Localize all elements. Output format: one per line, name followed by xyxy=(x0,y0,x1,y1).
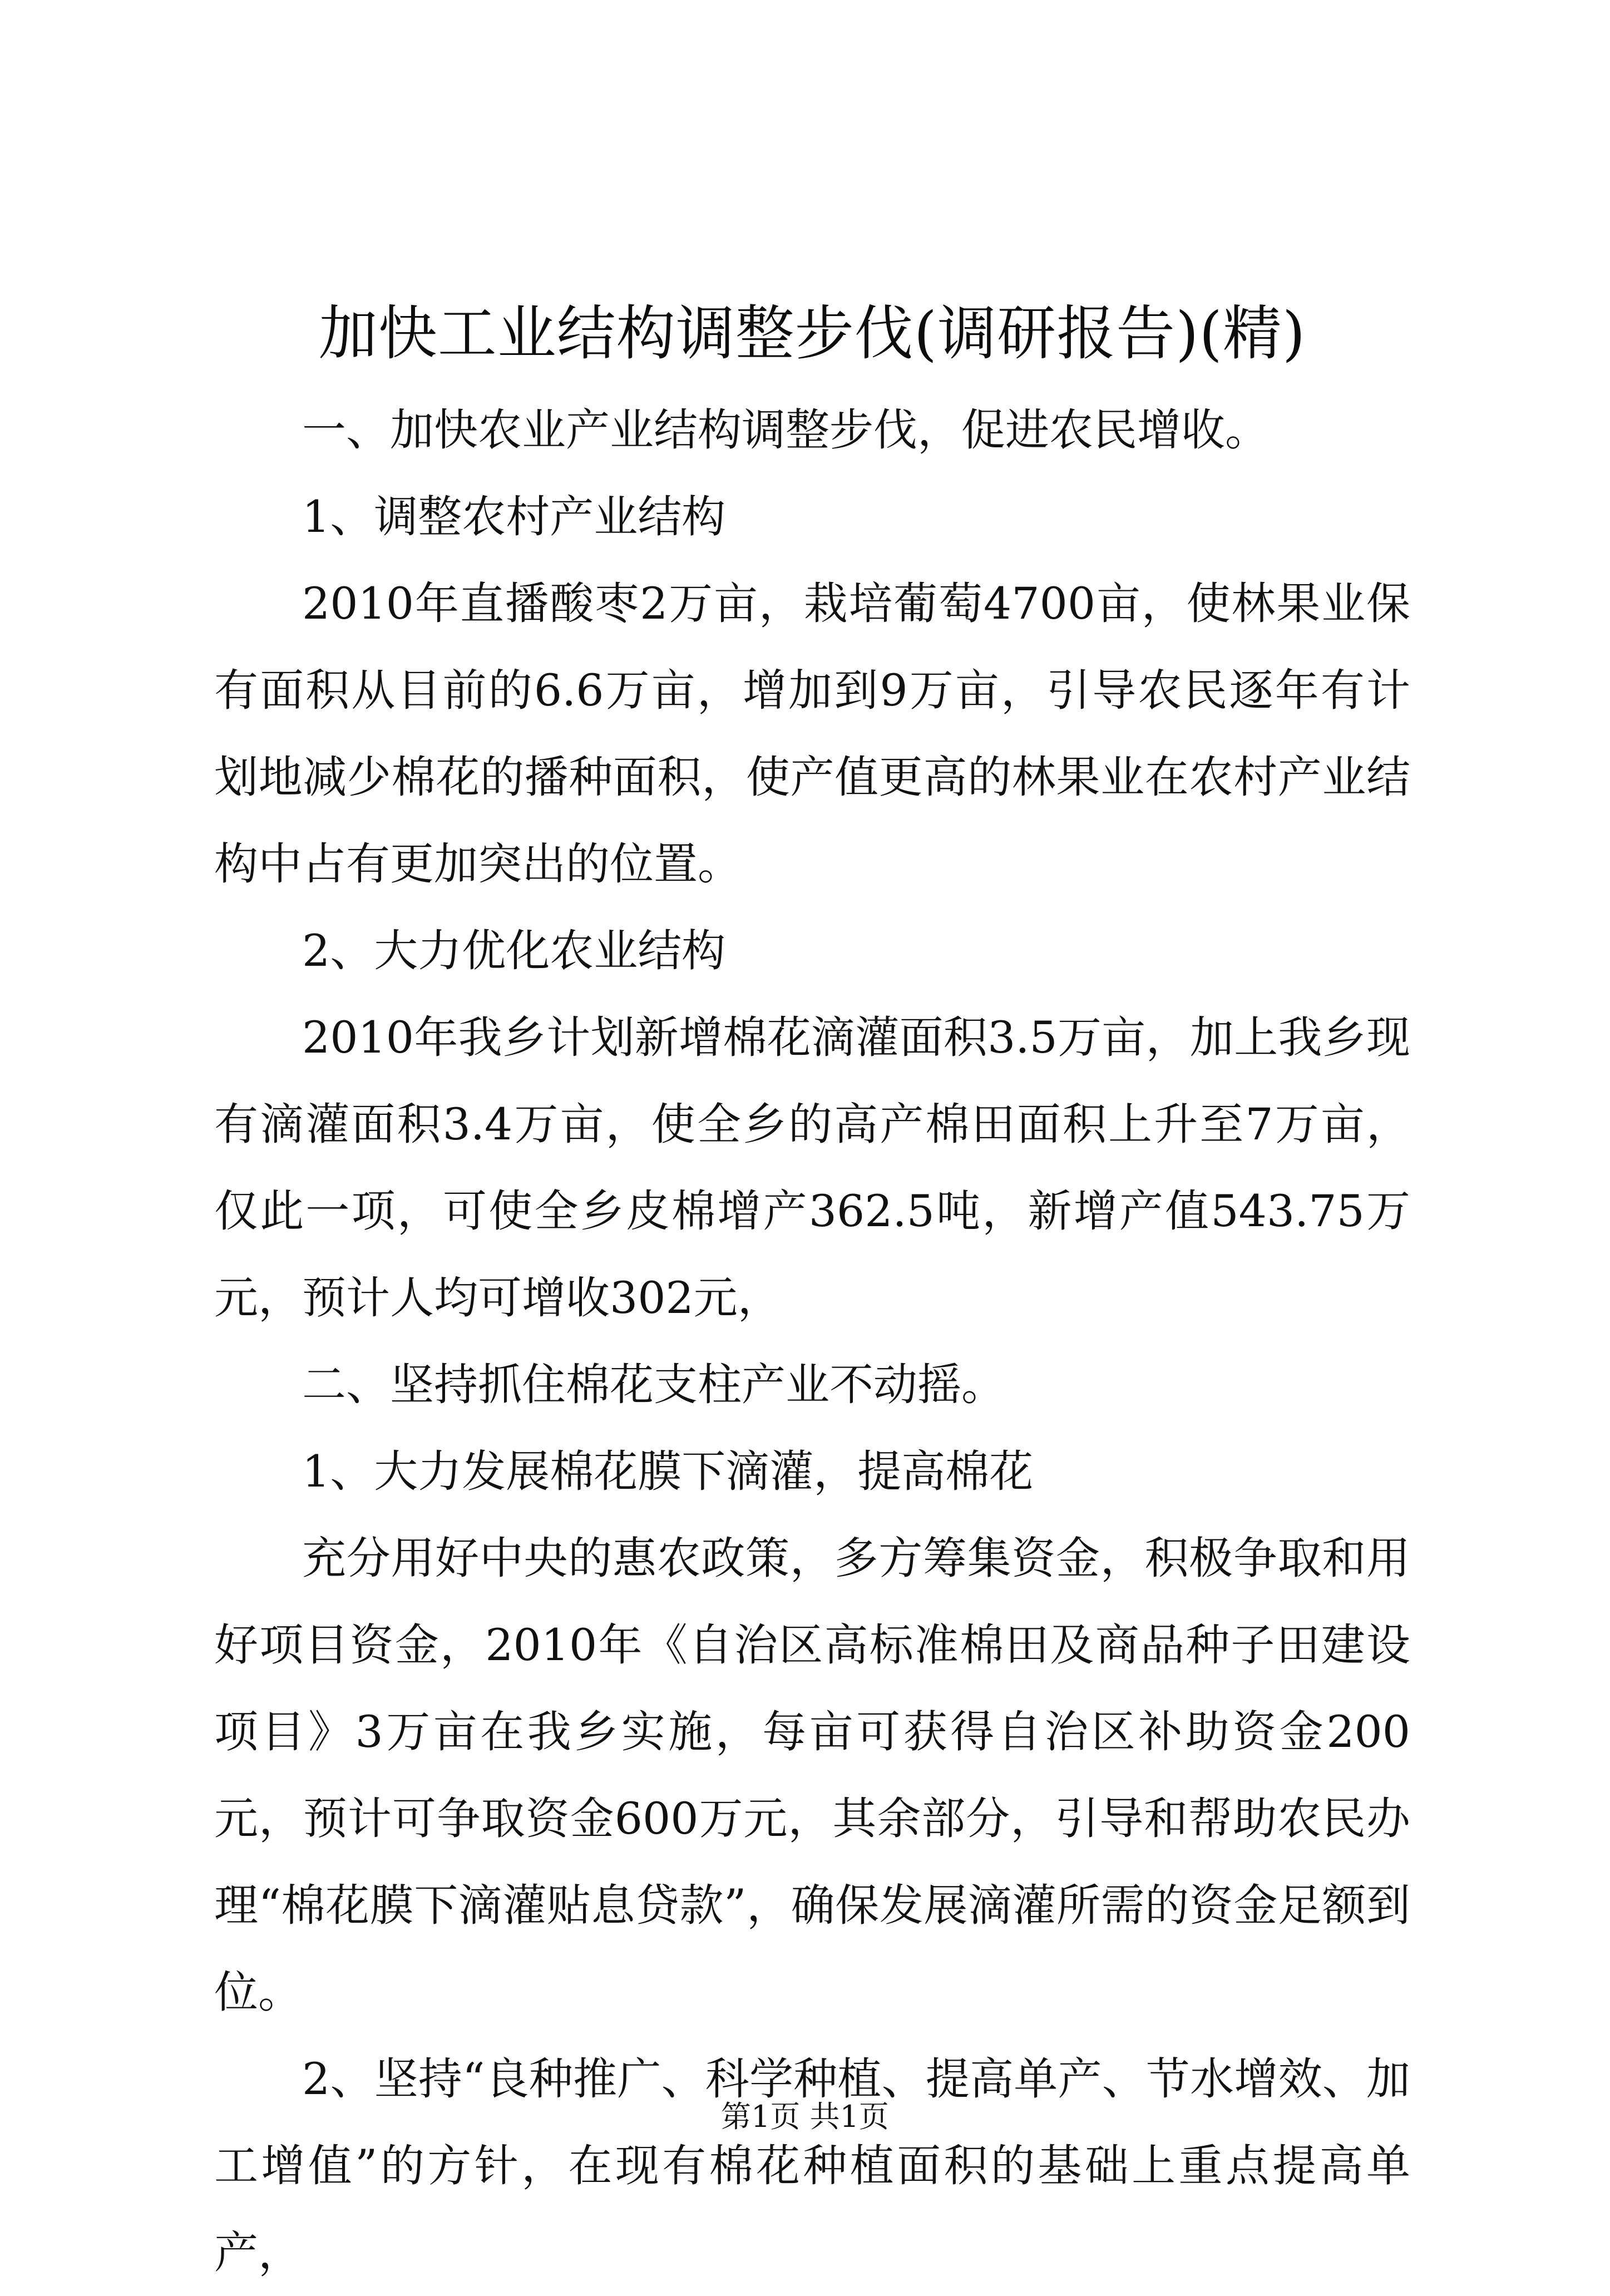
subheading-1-1: 1、调整农村产业结构 xyxy=(302,491,726,542)
section-heading-2: 二、坚持抓住棉花支柱产业不动摇。 xyxy=(302,1359,1005,1410)
document-body xyxy=(214,287,1410,2296)
page-number-footer: 第1页 共1页 xyxy=(721,2099,889,2134)
document-title: 加快工业结构调整步伐(调研报告)(精) xyxy=(318,299,1306,368)
body-paragraph: 充分用好中央的惠农政策，多方筹集资金，积极争取和用好项目资金，2010年《自治区高标准棉田及商品种子田建设项目》3万亩在我乡实施，每亩可获得自治区补助资金200元，预计可争取资金600万元，其余部分，引导和帮助农民办理“棉花膜下滴灌贴息贷款”，确保发展滴灌所需的资金足额到位。 xyxy=(214,1533,1410,2018)
subheading-2-1: 1、大力发展棉花膜下滴灌，提高棉花 xyxy=(302,1446,1034,1497)
body-paragraph: 2010年我乡计划新增棉花滴灌面积3.5万亩，加上我乡现有滴灌面积3.4万亩，使全乡的高产棉田面积上升至7万亩，仅此一项，可使全乡皮棉增产362.5吨，新增产值543.75万元，预计人均可增收302元， xyxy=(214,1012,1410,1324)
body-paragraph: 2、坚持“良种推广、科学种植、提高单产、节水增效、加工增值”的方针，在现有棉花种植面积的基础上重点提高单产， xyxy=(214,2053,1410,2278)
subheading-1-2: 2、大力优化农业结构 xyxy=(302,925,726,976)
section-heading-1: 一、加快农业产业结构调整步伐，促进农民增收。 xyxy=(302,404,1269,456)
body-paragraph: 2010年直播酸枣2万亩，栽培葡萄4700亩，使林果业保有面积从目前的6.6万亩，增加到9万亩，引导农民逐年有计划地减少棉花的播种面积，使产值更高的林果业在农村产业结构中占有更加突出的位置。 xyxy=(214,578,1410,890)
